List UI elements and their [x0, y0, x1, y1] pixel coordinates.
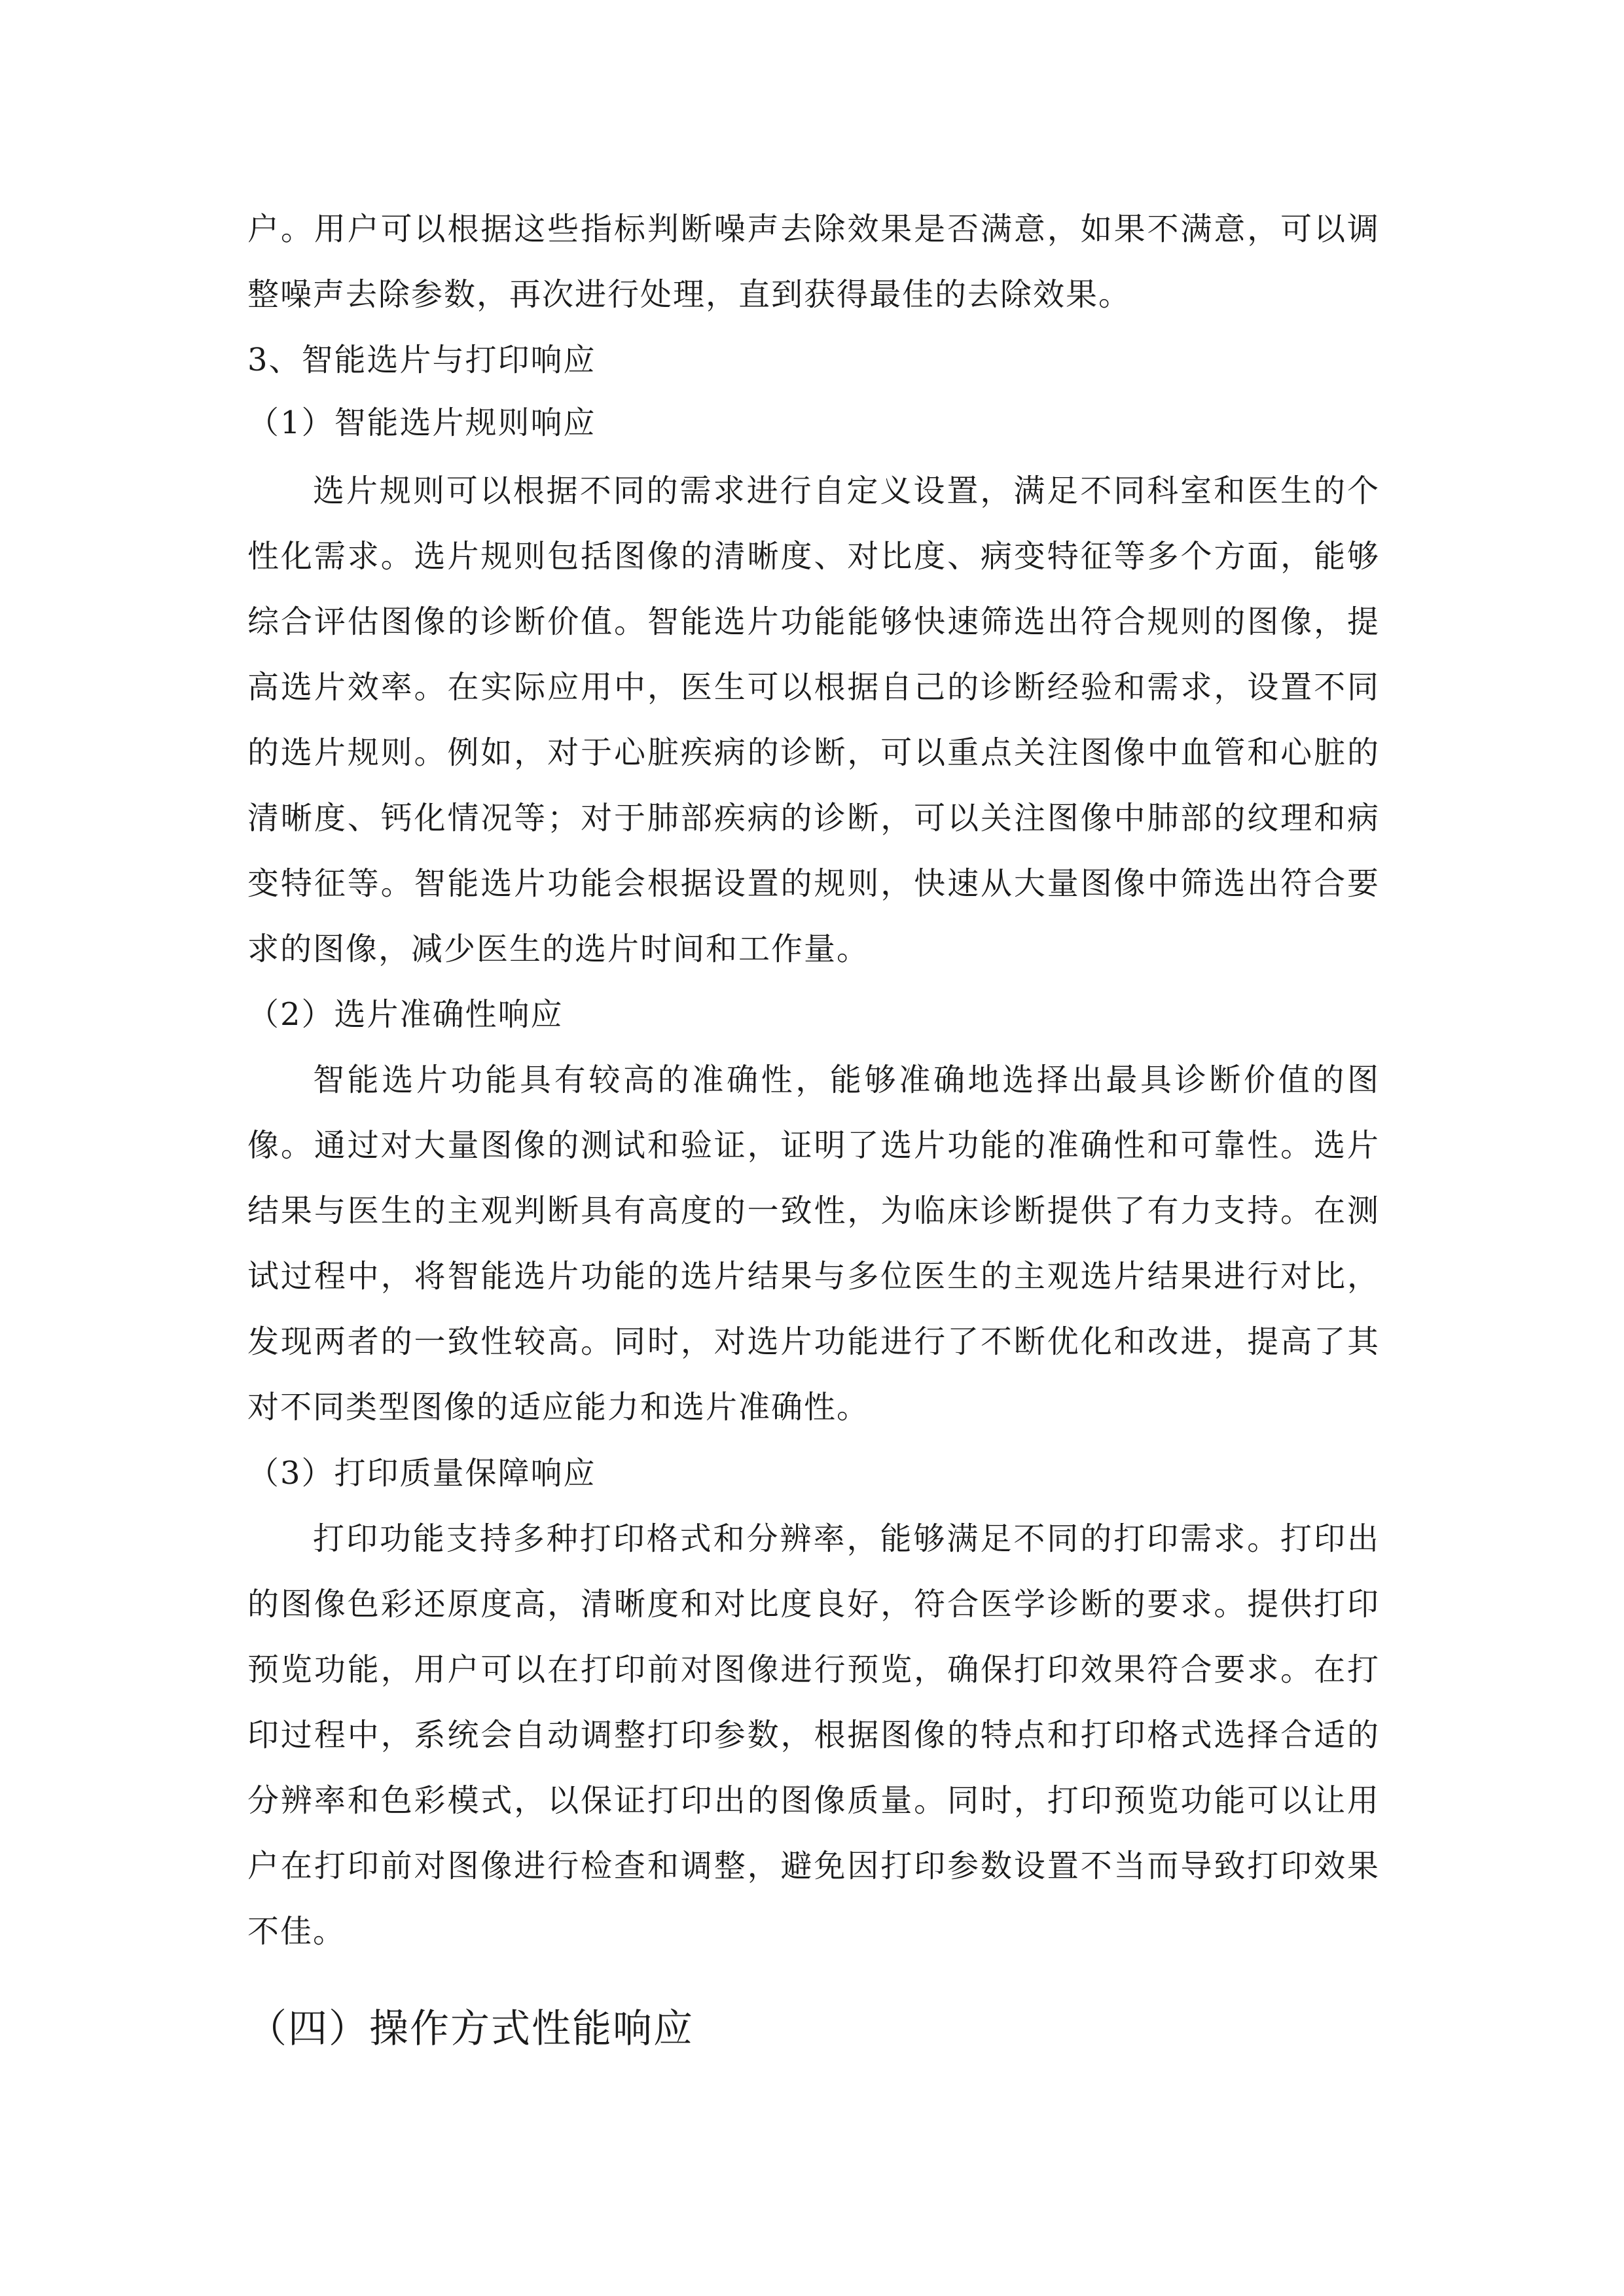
subsection-paragraph-2: 智能选片功能具有较高的准确性，能够准确地选择出最具诊断价值的图像。通过对大量图像的测试和验证，证明了选片功能的准确性和可靠性。选片结果与医生的主观判断具有高度的一致性，为临床诊断提供了有力支持。在测试过程中，将智能选片功能的选片结果与多位医生的主观选片结果进行对比，发现两者的一致性较高。同时，对选片功能进行了不断优化和改进，提高了其对不同类型图像的适应能力和选片准确性。: [247, 1062, 1380, 1426]
subsection-paragraph-1: 选片规则可以根据不同的需求进行自定义设置，满足不同科室和医生的个性化需求。选片规则包括图像的清晰度、对比度、病变特征等多个方面，能够综合评估图像的诊断价值。智能选片功能能够快速筛选出符合规则的图像，提高选片效率。在实际应用中，医生可以根据自己的诊断经验和需求，设置不同的选片规则。例如，对于心脏疾病的诊断，可以重点关注图像中血管和心脏的清晰度、钙化情况等；对于肺部疾病的诊断，可以关注图像中肺部的纹理和病变特征等。智能选片功能会根据设置的规则，快速从大量图像中筛选出符合要求的图像，减少医生的选片时间和工作量。: [247, 473, 1380, 967]
subsection-heading-2: （2）选片准确性响应: [247, 996, 564, 1033]
continued-paragraph: 户。用户可以根据这些指标判断噪声去除效果是否满意，如果不满意，可以调整噪声去除参数，再次进行处理，直到获得最佳的去除效果。: [247, 211, 1380, 313]
section-heading-4: （四）操作方式性能响应: [247, 2006, 694, 2052]
subsection-heading-3: （3）打印质量保障响应: [247, 1455, 596, 1492]
section-heading-3: 3、智能选片与打印响应: [247, 342, 596, 378]
subsection-heading-1: （1）智能选片规则响应: [247, 404, 596, 441]
subsection-paragraph-3: 打印功能支持多种打印格式和分辨率，能够满足不同的打印需求。打印出的图像色彩还原度高，清晰度和对比度良好，符合医学诊断的要求。提供打印预览功能，用户可以在打印前对图像进行预览，确保打印效果符合要求。在打印过程中，系统会自动调整打印参数，根据图像的特点和打印格式选择合适的分辨率和色彩模式，以保证打印出的图像质量。同时，打印预览功能可以让用户在打印前对图像进行检查和调整，避免因打印参数设置不当而导致打印效果不佳。: [247, 1520, 1380, 1950]
